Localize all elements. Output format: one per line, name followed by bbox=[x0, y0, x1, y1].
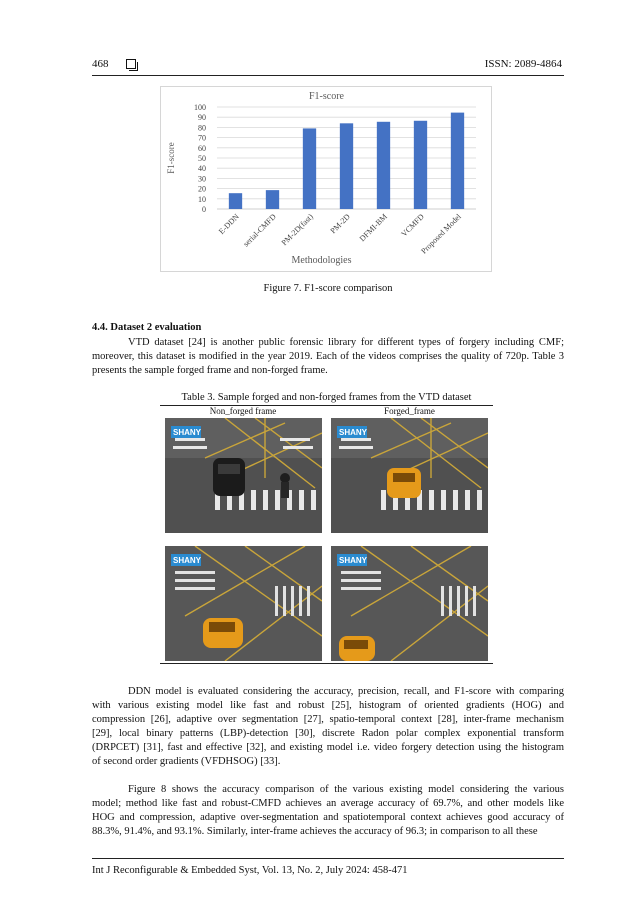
bar-5 bbox=[414, 121, 427, 209]
non-forged-frame-1 bbox=[165, 418, 322, 533]
footer-rule bbox=[92, 858, 564, 859]
section-title: 4.4. Dataset 2 evaluation bbox=[92, 322, 202, 333]
paragraph-line: 88.3%, 91.4%, and 93.1%. Similarly, inter-frame achieves the accuracy of 96.3; in comparison to all these bbox=[92, 826, 538, 837]
forged-frame-1 bbox=[331, 418, 488, 533]
y-tick-label: 60 bbox=[198, 143, 206, 153]
watermark-text: SHANY bbox=[339, 428, 368, 437]
paragraph-accuracy-comparison bbox=[92, 783, 564, 839]
y-tick-label: 80 bbox=[198, 123, 206, 133]
paragraph-line: HOG and compression, adaptive over-segmentation and spatiotemporal context achieves good accuracy of bbox=[92, 812, 564, 823]
watermark-text: SHANY bbox=[173, 556, 202, 565]
y-tick-label: 20 bbox=[198, 184, 206, 194]
y-tick-label: 40 bbox=[198, 164, 206, 174]
paragraph-line: moreover, this dataset is modified in the year 2019. Each of the videos comprises the quality of 720p. Table 3 bbox=[92, 351, 564, 362]
x-tick-label: E-DDN bbox=[216, 212, 241, 237]
x-tick-label: serial-CMFD bbox=[241, 212, 278, 249]
header-rule bbox=[92, 75, 564, 76]
journal-footer: Int J Reconfigurable & Embedded Syst, Vol. 13, No. 2, July 2024: 458-471 bbox=[92, 865, 408, 876]
chart-title: F1-score bbox=[309, 91, 344, 102]
y-tick-label: 50 bbox=[198, 154, 206, 163]
paragraph-line: with various existing model like fast and robust [25], histogram of oriented gradients (HOG) and bbox=[92, 700, 564, 711]
paragraph-dataset-intro bbox=[92, 336, 564, 378]
y-tick-label: 90 bbox=[198, 113, 206, 123]
non-forged-frame-2 bbox=[165, 546, 322, 661]
figure-7-caption: Figure 7. F1-score comparison bbox=[263, 283, 393, 294]
bar-4 bbox=[377, 122, 390, 209]
chart-svg bbox=[161, 87, 491, 271]
paragraph-line: of second order gradients (VFDHSOG) [33]. bbox=[92, 756, 281, 767]
y-tick-label: 10 bbox=[198, 194, 206, 204]
y-axis-label: F1-score bbox=[166, 142, 176, 174]
paragraph-line: presents the sample forged frame and non-forged frame. bbox=[92, 365, 328, 376]
f1-score-chart bbox=[160, 86, 492, 272]
y-tick-label: 70 bbox=[198, 133, 206, 143]
x-tick-label: PM-2D(fast) bbox=[279, 212, 315, 248]
paragraph-line: Figure 8 shows the accuracy comparison of the various existing model considering the various bbox=[128, 784, 564, 795]
y-tick-label: 30 bbox=[198, 174, 206, 184]
table-col-header-non-forged: Non_forged frame bbox=[209, 406, 277, 416]
issn: ISSN: 2089-4864 bbox=[484, 58, 562, 70]
page-square-icon bbox=[126, 59, 136, 69]
bar-2 bbox=[303, 128, 316, 209]
paragraph-line: (DRPCET) [31], fast and effective [32], and existing model i.e. video forgery detection using the histogram bbox=[92, 742, 564, 753]
watermark-text: SHANY bbox=[173, 428, 202, 437]
forged-frame-2 bbox=[331, 546, 488, 661]
x-tick-label: PM-2D bbox=[328, 212, 352, 236]
y-tick-label: 0 bbox=[202, 205, 206, 214]
x-axis-label: Methodologies bbox=[291, 255, 352, 266]
paragraph-ddn-evaluation bbox=[92, 685, 564, 769]
x-tick-label: Proposed Model bbox=[419, 212, 463, 256]
paragraph-line: VTD dataset [24] is another public forensic library for different types of forgery including CMF; bbox=[128, 337, 564, 348]
bar-3 bbox=[340, 123, 353, 209]
bar-0 bbox=[229, 193, 242, 209]
x-tick-label: DFMI-BM bbox=[357, 212, 389, 244]
page-number: 468 bbox=[92, 58, 109, 70]
paragraph-line: compression [26], adaptive over segmentation [27], spatio-temporal context [28], inter-frame mechanism bbox=[92, 714, 564, 725]
table-col-header-forged: Forged_frame bbox=[384, 406, 435, 416]
table-3-caption: Table 3. Sample forged and non-forged frames from the VTD dataset bbox=[181, 392, 472, 403]
x-tick-label: VCMFD bbox=[399, 212, 426, 239]
bar-6 bbox=[451, 113, 464, 209]
paragraph-line: [29], local binary patterns (LBP)-detection [30], discrete Radon polar complex exponential transform bbox=[92, 728, 564, 739]
y-tick-label: 100 bbox=[194, 103, 206, 112]
bar-1 bbox=[266, 190, 279, 209]
paragraph-line: DDN model is evaluated considering the accuracy, precision, recall, and F1-score with comparing bbox=[128, 686, 564, 697]
paragraph-line: model; method like fast and robust-CMFD achieves an average accuracy of 69.7%, and other models like bbox=[92, 798, 564, 809]
watermark-text: SHANY bbox=[339, 556, 368, 565]
table-bottom-rule bbox=[160, 663, 493, 664]
